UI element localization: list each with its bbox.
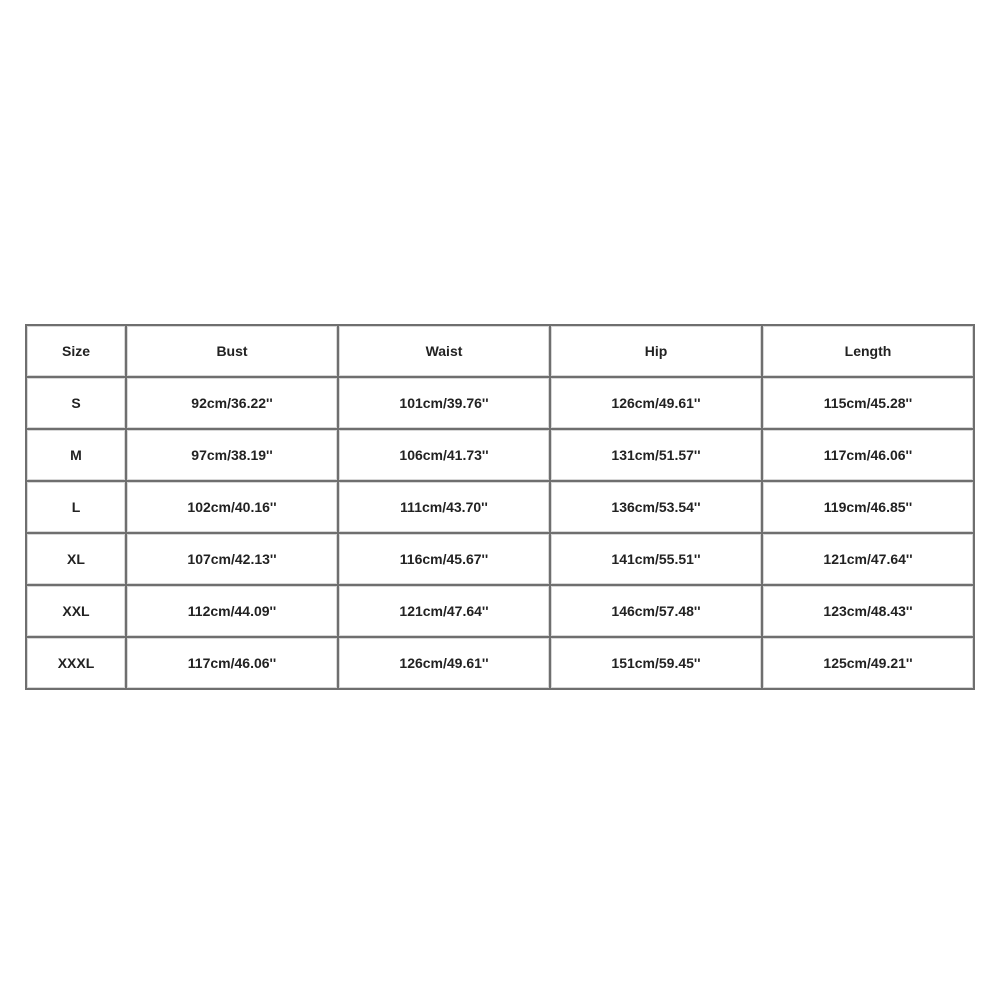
bust-cell: 102cm/40.16'' xyxy=(126,481,338,533)
hip-cell: 126cm/49.61'' xyxy=(550,377,762,429)
size-cell: XL xyxy=(26,533,126,585)
table-row xyxy=(26,481,974,533)
header-waist: Waist xyxy=(338,325,550,377)
waist-cell: 106cm/41.73'' xyxy=(338,429,550,481)
hip-cell: 151cm/59.45'' xyxy=(550,637,762,689)
bust-cell: 117cm/46.06'' xyxy=(126,637,338,689)
bust-cell: 112cm/44.09'' xyxy=(126,585,338,637)
waist-cell: 111cm/43.70'' xyxy=(338,481,550,533)
hip-cell: 136cm/53.54'' xyxy=(550,481,762,533)
bust-cell: 97cm/38.19'' xyxy=(126,429,338,481)
length-cell: 117cm/46.06'' xyxy=(762,429,974,481)
bust-cell: 107cm/42.13'' xyxy=(126,533,338,585)
hip-cell: 146cm/57.48'' xyxy=(550,585,762,637)
table-row xyxy=(26,429,974,481)
size-cell: L xyxy=(26,481,126,533)
header-bust: Bust xyxy=(126,325,338,377)
waist-cell: 116cm/45.67'' xyxy=(338,533,550,585)
size-chart-table xyxy=(25,324,975,690)
header-row xyxy=(26,325,974,377)
header-size: Size xyxy=(26,325,126,377)
length-cell: 121cm/47.64'' xyxy=(762,533,974,585)
size-cell: M xyxy=(26,429,126,481)
hip-cell: 141cm/55.51'' xyxy=(550,533,762,585)
hip-cell: 131cm/51.57'' xyxy=(550,429,762,481)
bust-cell: 92cm/36.22'' xyxy=(126,377,338,429)
length-cell: 125cm/49.21'' xyxy=(762,637,974,689)
table-row xyxy=(26,533,974,585)
length-cell: 123cm/48.43'' xyxy=(762,585,974,637)
waist-cell: 101cm/39.76'' xyxy=(338,377,550,429)
table-row xyxy=(26,585,974,637)
waist-cell: 121cm/47.64'' xyxy=(338,585,550,637)
header-length: Length xyxy=(762,325,974,377)
size-cell: XXL xyxy=(26,585,126,637)
length-cell: 115cm/45.28'' xyxy=(762,377,974,429)
table-row xyxy=(26,637,974,689)
header-hip: Hip xyxy=(550,325,762,377)
length-cell: 119cm/46.85'' xyxy=(762,481,974,533)
size-cell: S xyxy=(26,377,126,429)
size-cell: XXXL xyxy=(26,637,126,689)
table-row xyxy=(26,377,974,429)
waist-cell: 126cm/49.61'' xyxy=(338,637,550,689)
